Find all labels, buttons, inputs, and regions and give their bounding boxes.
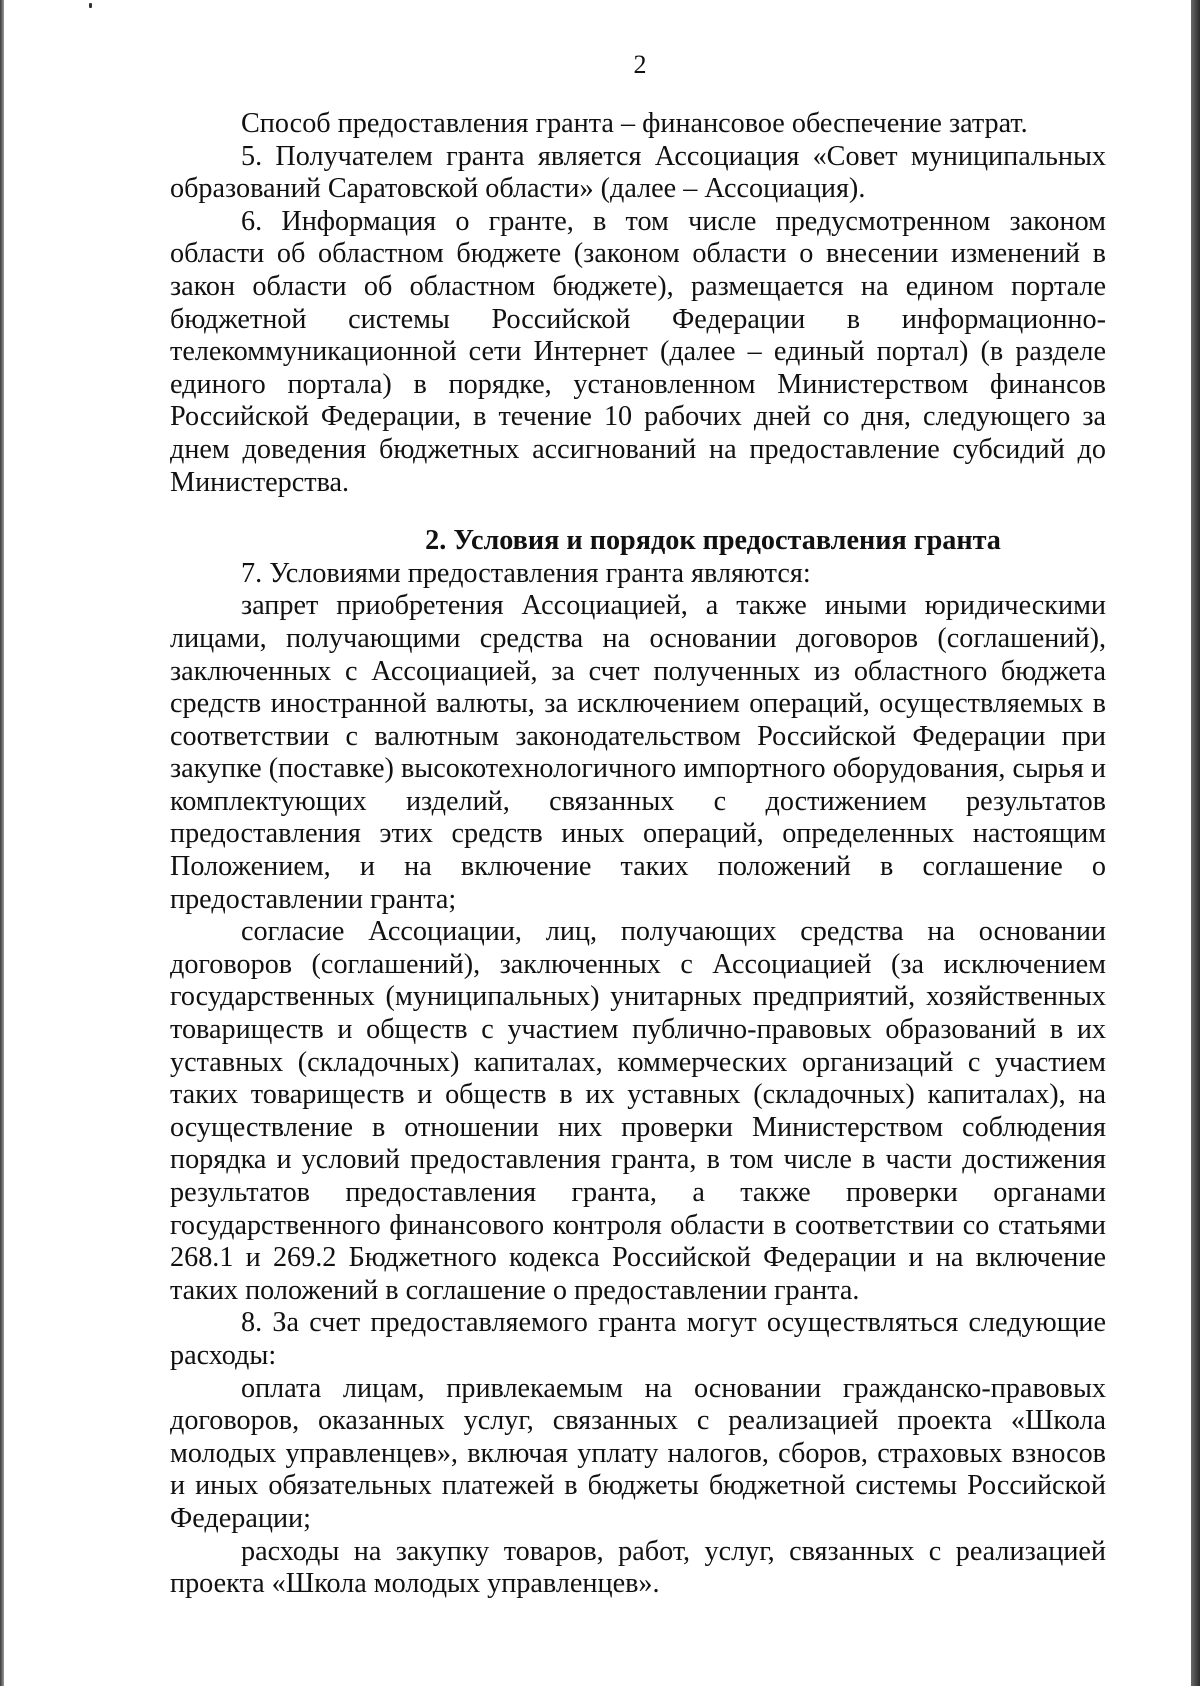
scan-right-edge — [1191, 0, 1200, 1686]
paragraph-6-information: 6. Информация о гранте, в том числе предусмотренном законом области об областном бюджете (законом области о внесении изменений в закон области об областном бюджете), размещается на едином портале бюджетной системы Российской Федерации в информационно-телекоммуникационной сети Интернет (далее – единый портал) (в разделе единого портала) в порядке, установленном Министерством финансов Российской Федерации, в течение 10 рабочих дней со дня, следующего за днем доведения бюджетных ассигнований на предоставление субсидий до Министерства. — [170, 205, 1106, 498]
paragraph-payment-persons: оплата лицам, привлекаемым на основании гражданско-правовых договоров, оказанных услуг, связанных с реализацией проекта «Школа молодых управленцев», включая уплату налогов, сборов, страховых взносов и иных обязательных платежей в бюджеты бюджетной системы Российской Федерации; — [170, 1372, 1106, 1534]
scan-speck — [89, 3, 92, 8]
paragraph-8-expenses: 8. За счет предоставляемого гранта могут осуществляться следующие расходы: — [170, 1307, 1106, 1371]
paragraph-audit-consent: согласие Ассоциации, лиц, получающих средства на основании договоров (соглашений), заключенных с Ассоциацией (за исключением государственных (муниципальных) унитарных предприятий, хозяйственных товариществ и обществ с участием публично-правовых образований в их уставных (складочных) капиталах, коммерческих организаций с участием таких товариществ и обществ в их уставных (складочных) капиталах), на осуществление в отношении них проверки Министерством соблюдения порядка и условий предоставления гранта, в том числе в части достижения результатов предоставления гранта, а также проверки органами государственного финансового контроля области в соответствии со статьями 268.1 и 269.2 Бюджетного кодекса Российской Федерации и на включение таких положений в соглашение о предоставлении гранта. — [170, 916, 1106, 1306]
paragraph-5-recipient: 5. Получателем гранта является Ассоциация «Совет муниципальных образований Саратовской области» (далее – Ассоциация). — [170, 140, 1106, 205]
paragraph-7-conditions: 7. Условиями предоставления гранта являются: — [241, 557, 811, 589]
document-body — [170, 108, 1106, 1601]
page-number: 2 — [633, 50, 647, 79]
scan-left-edge — [0, 0, 4, 1686]
paragraph-procurement-expenses: расходы на закупку товаров, работ, услуг, связанных с реализацией проекта «Школа молодых управленцев». — [170, 1535, 1106, 1600]
section-heading: 2. Условия и порядок предоставления гранта — [425, 525, 1001, 557]
paragraph-currency-prohibition: запрет приобретения Ассоциацией, а также иными юридическими лицами, получающими средства на основании договоров (соглашений), заключенных с Ассоциацией, за счет полученных из областного бюджета средств иностранной валюты, за исключением операций, осуществляемых в соответствии с валютным законодательством Российской Федерации при закупке (поставке) высокотехнологичного импортного оборудования, сырья и комплектующих изделий, связанных с достижением результатов предоставления этих средств иных операций, определенных настоящим Положением, и на включение таких положений в соглашение о предоставлении гранта; — [170, 590, 1106, 915]
paragraph-grant-method: Способ предоставления гранта – финансовое обеспечение затрат. — [241, 108, 1028, 139]
